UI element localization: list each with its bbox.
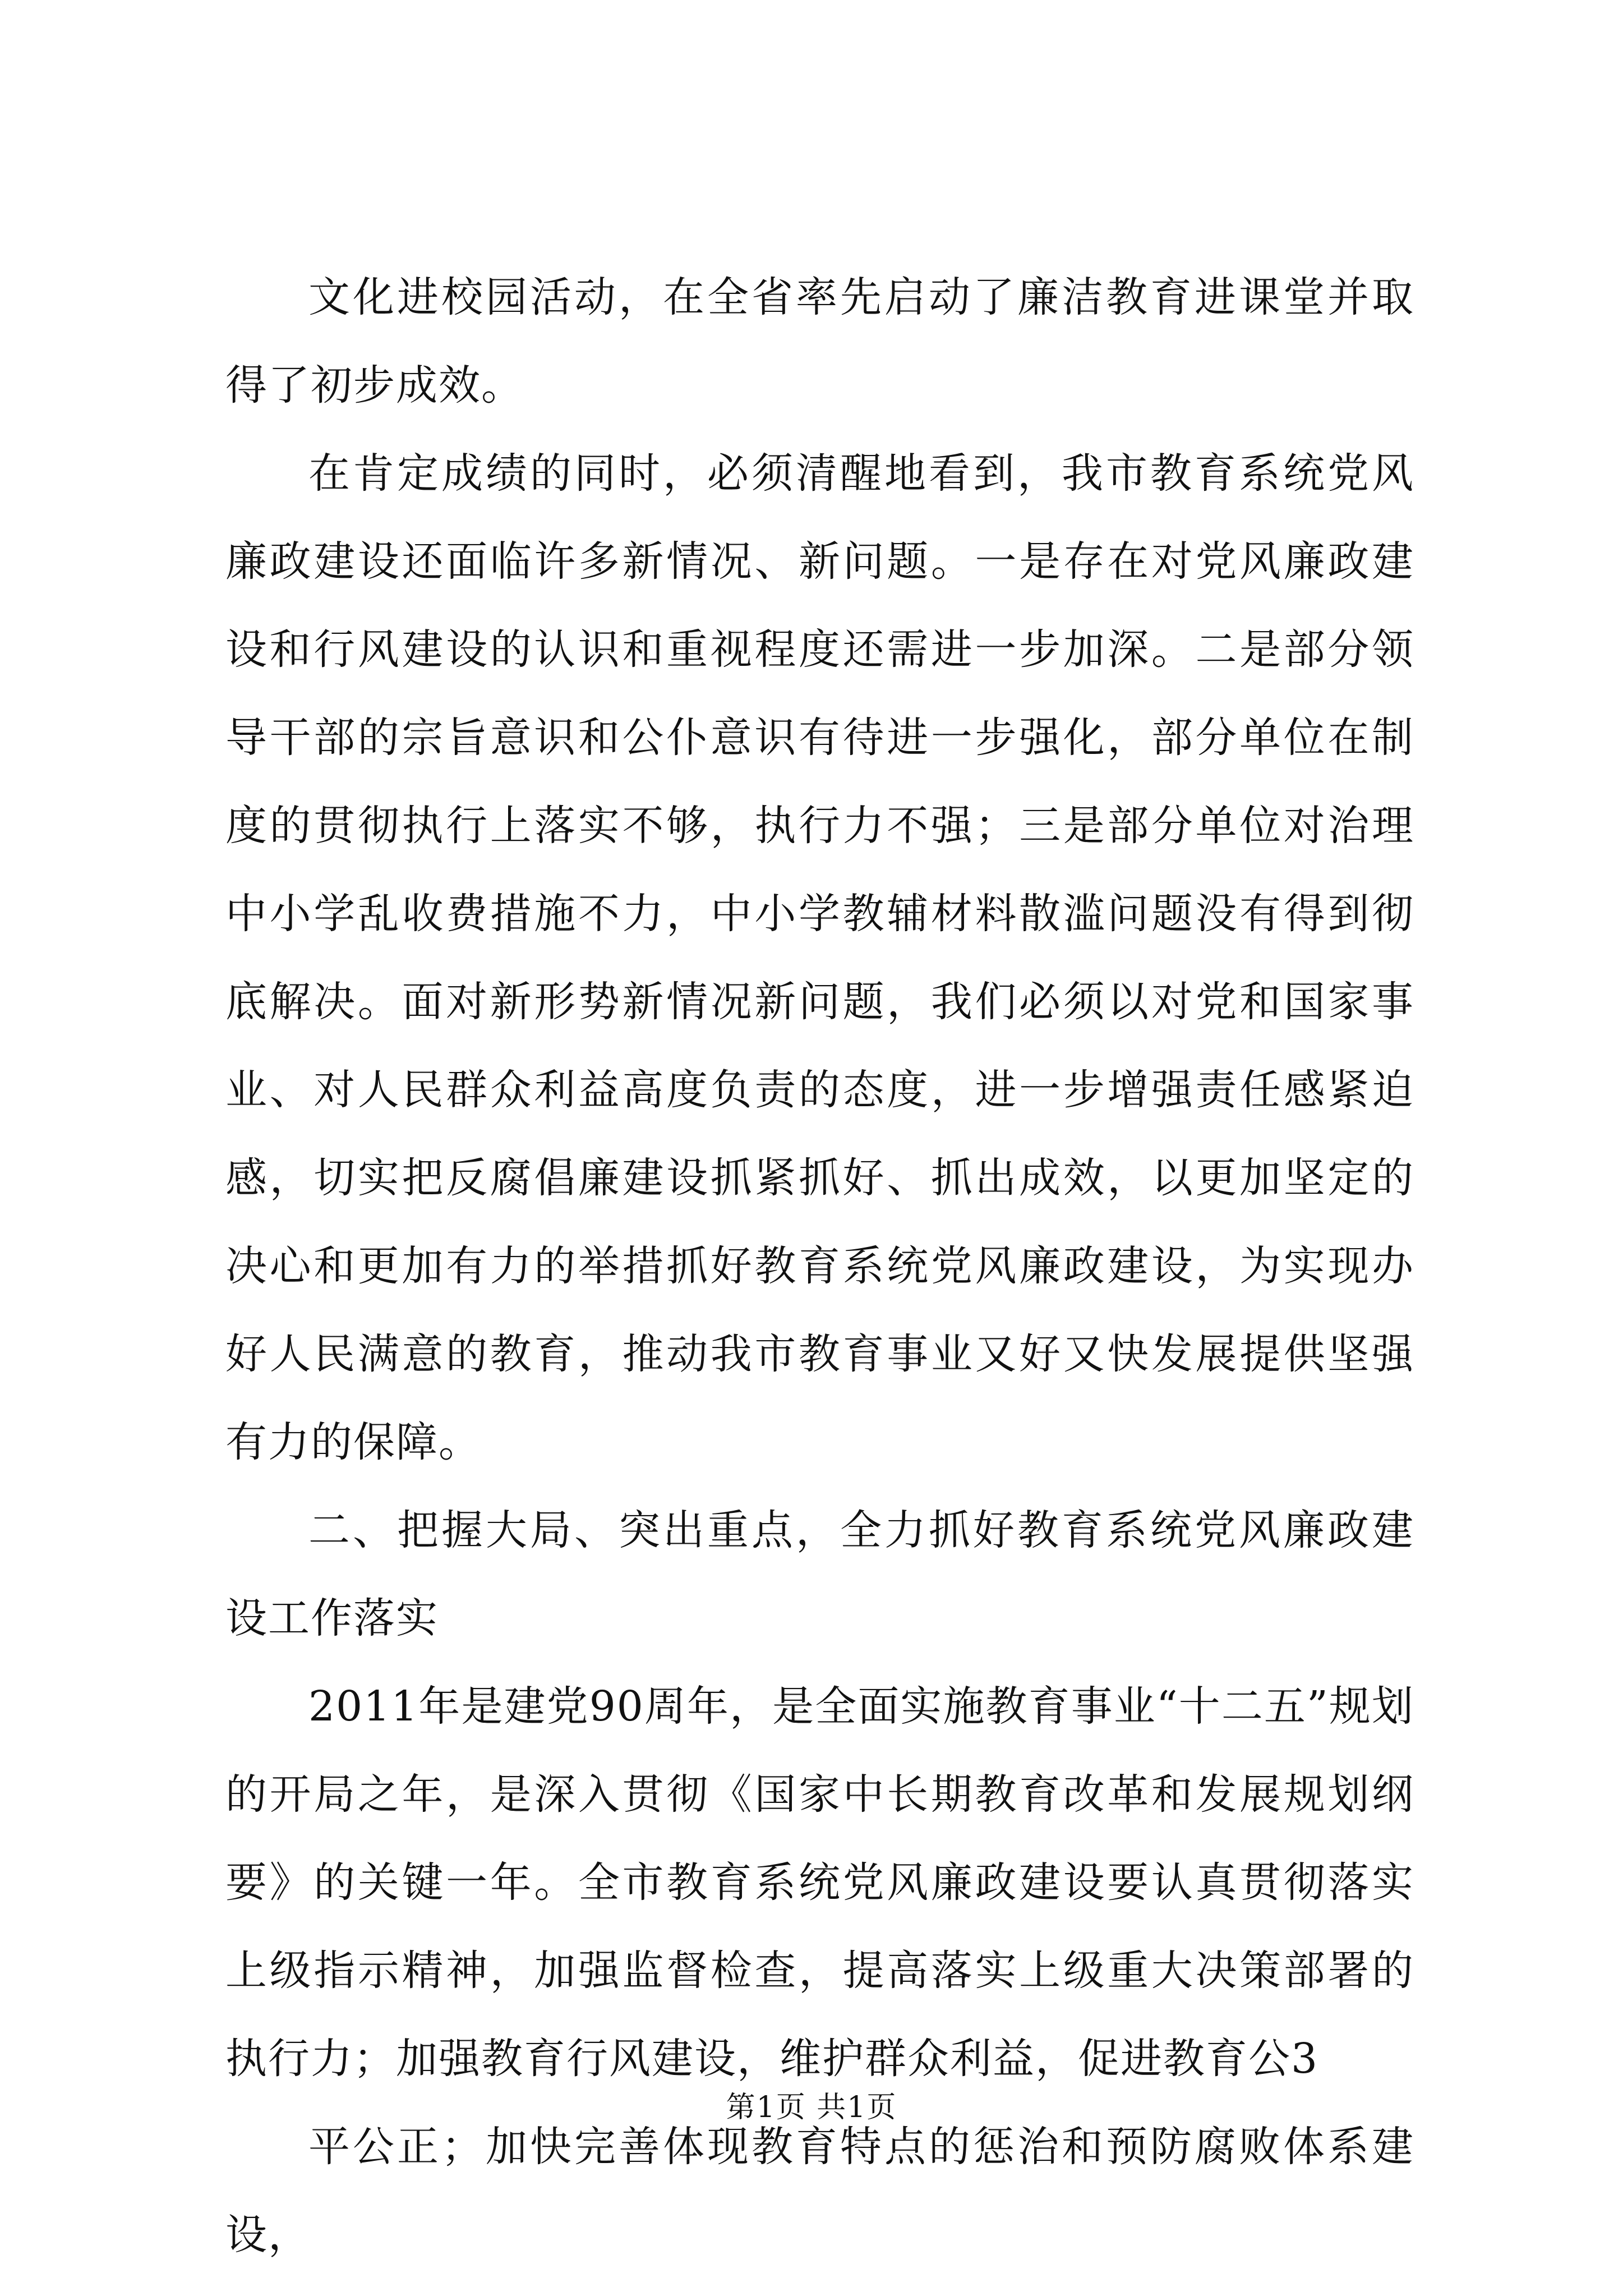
paragraph-3: 2011年是建党90周年，是全面实施教育事业“十二五”规划的开局之年，是深入贯彻《国家中长期教育改革和发展规划纲要》的关键一年。全市教育系统党风廉政建设要认真贯彻落实上级指示精神，加强监督检查，提高落实上级重大决策部署的执行力；加强教育行风建设，维护群众利益，促进教育公3 (225, 1682, 1414, 2083)
page-footer: 第1页 共1页 (726, 2091, 897, 2124)
paragraph-2: 在肯定成绩的同时，必须清醒地看到，我市教育系统党风廉政建设还面临许多新情况、新问题。一是存在对党风廉政建设和行风建设的认识和重视程度还需进一步加深。二是部分领导干部的宗旨意识和公仆意识有待进一步强化，部分单位在制度的贯彻执行上落实不够，执行力不强；三是部分单位对治理中小学乱收费措施不力，中小学教辅材料散滥问题没有得到彻底解决。面对新形势新情况新问题，我们必须以对党和国家事业、对人民群众利益高度负责的态度，进一步增强责任感紧迫感，切实把反腐倡廉建设抓紧抓好、抓出成效，以更加坚定的决心和更加有力的举措抓好教育系统党风廉政建设，为实现办好人民满意的教育，推动我市教育事业又好又快发展提供坚强有力的保障。 (225, 449, 1414, 1466)
document-body (225, 254, 1414, 2279)
paragraph-1: 文化进校园活动，在全省率先启动了廉洁教育进课堂并取得了初步成效。 (225, 273, 1414, 409)
section-heading-2: 二、把握大局、突出重点，全力抓好教育系统党风廉政建设工作落实 (225, 1506, 1414, 1642)
paragraph-4: 平公正；加快完善体现教育特点的惩治和预防腐败体系建设， (225, 2123, 1414, 2259)
